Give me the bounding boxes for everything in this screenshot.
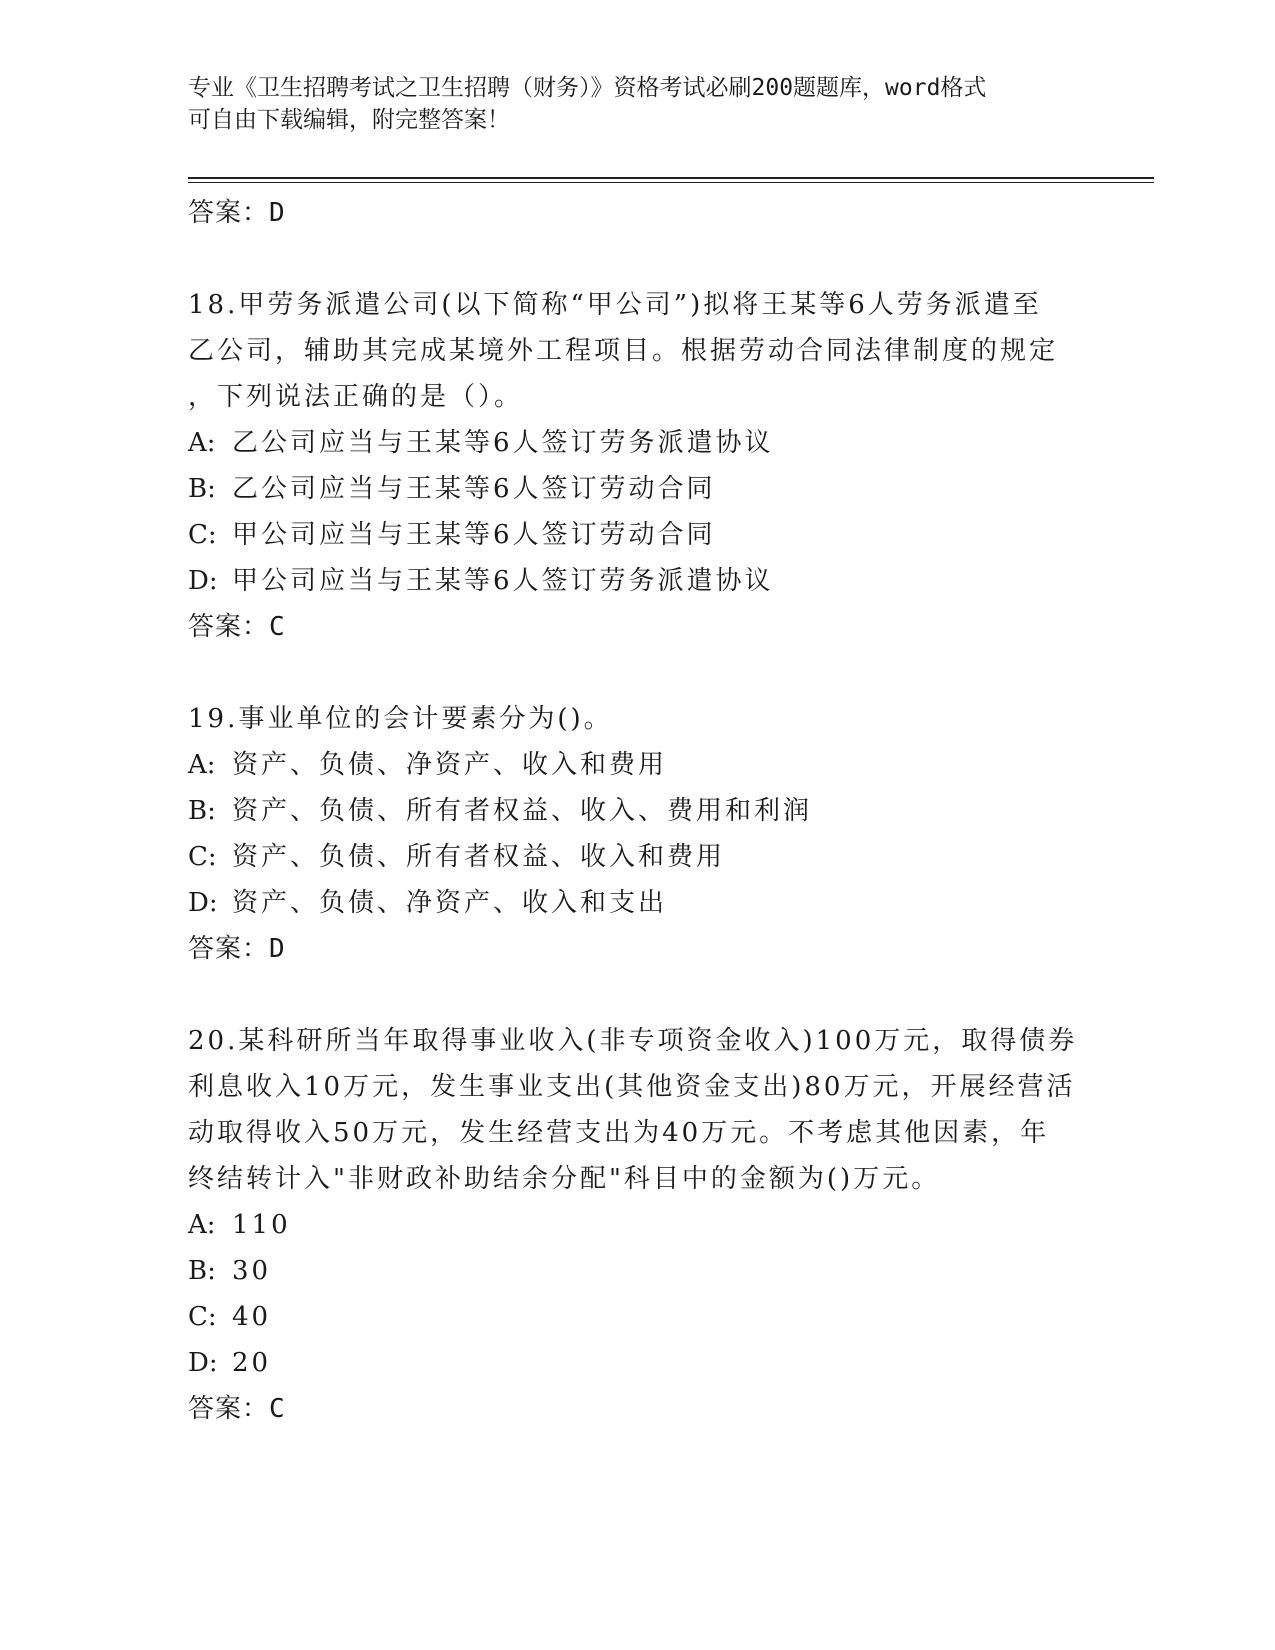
document-body <box>188 190 1088 1432</box>
option-label: D: <box>188 1348 218 1378</box>
answer-prev: 答案：D <box>188 198 286 228</box>
option-text: 甲公司应当与王某等6人签订劳务派遣协议 <box>232 566 774 596</box>
option-text: 20 <box>232 1348 272 1378</box>
question-text-line: 动取得收入50万元，发生经营支出为40万元。不考虑其他因素，年 <box>188 1118 1050 1148</box>
question-text-line: 19.事业单位的会计要素分为()。 <box>188 704 613 734</box>
option-label: A: <box>188 428 216 458</box>
option-text: 资产、负债、所有者权益、收入、费用和利润 <box>232 796 813 826</box>
option-text: 资产、负债、净资产、收入和费用 <box>232 750 668 780</box>
option-text: 甲公司应当与王某等6人签订劳动合同 <box>232 520 716 550</box>
header-line-2: 可自由下载编辑，附完整答案！ <box>188 107 510 133</box>
option-label: A: <box>188 1210 216 1240</box>
option-d <box>188 1340 1088 1386</box>
answer-20: 答案：C <box>188 1394 286 1424</box>
option-label: B: <box>188 1256 216 1286</box>
option-text: 40 <box>232 1302 272 1332</box>
option-label: A: <box>188 750 216 780</box>
option-text: 110 <box>232 1210 291 1240</box>
option-a <box>188 1202 1088 1248</box>
option-label: B: <box>188 474 216 504</box>
option-label: D: <box>188 566 218 596</box>
option-b <box>188 1248 1088 1294</box>
option-text: 30 <box>232 1256 272 1286</box>
option-d <box>188 880 1088 926</box>
option-text: 乙公司应当与王某等6人签订劳务派遣协议 <box>232 428 774 458</box>
question-text-line: 利息收入10万元，发生事业支出(其他资金支出)80万元，开展经营活 <box>188 1072 1076 1102</box>
option-b <box>188 466 1088 512</box>
option-text: 乙公司应当与王某等6人签订劳动合同 <box>232 474 716 504</box>
question-text-line: 乙公司，辅助其完成某境外工程项目。根据劳动合同法律制度的规定 <box>188 336 1059 366</box>
answer-18: 答案：C <box>188 612 286 642</box>
question-text-line: 20.某科研所当年取得事业收入(非专项资金收入)100万元，取得债券 <box>188 1026 1078 1056</box>
option-text: 资产、负债、所有者权益、收入和费用 <box>232 842 726 872</box>
question-18 <box>188 282 1088 650</box>
header-divider <box>188 177 1154 183</box>
header-line-1: 专业《卫生招聘考试之卫生招聘（财务）》资格考试必刷200题题库，word格式 <box>188 75 987 101</box>
option-label: C: <box>188 520 217 550</box>
question-text-line: ，下列说法正确的是（）。 <box>188 382 524 412</box>
option-c <box>188 512 1088 558</box>
option-label: B: <box>188 796 216 826</box>
question-19 <box>188 696 1088 972</box>
document-header <box>188 72 1088 136</box>
option-b <box>188 788 1088 834</box>
question-20 <box>188 1018 1088 1432</box>
option-c <box>188 834 1088 880</box>
option-a <box>188 742 1088 788</box>
answer-19: 答案：D <box>188 934 286 964</box>
option-label: C: <box>188 1302 217 1332</box>
option-text: 资产、负债、净资产、收入和支出 <box>232 888 668 918</box>
option-a <box>188 420 1088 466</box>
question-text-line: 终结转计入"非财政补助结余分配"科目中的金额为()万元。 <box>188 1164 941 1194</box>
option-d <box>188 558 1088 604</box>
question-text-line: 18.甲劳务派遣公司(以下简称“甲公司”)拟将王某等6人劳务派遣至 <box>188 290 1042 320</box>
option-label: C: <box>188 842 217 872</box>
option-c <box>188 1294 1088 1340</box>
option-label: D: <box>188 888 218 918</box>
